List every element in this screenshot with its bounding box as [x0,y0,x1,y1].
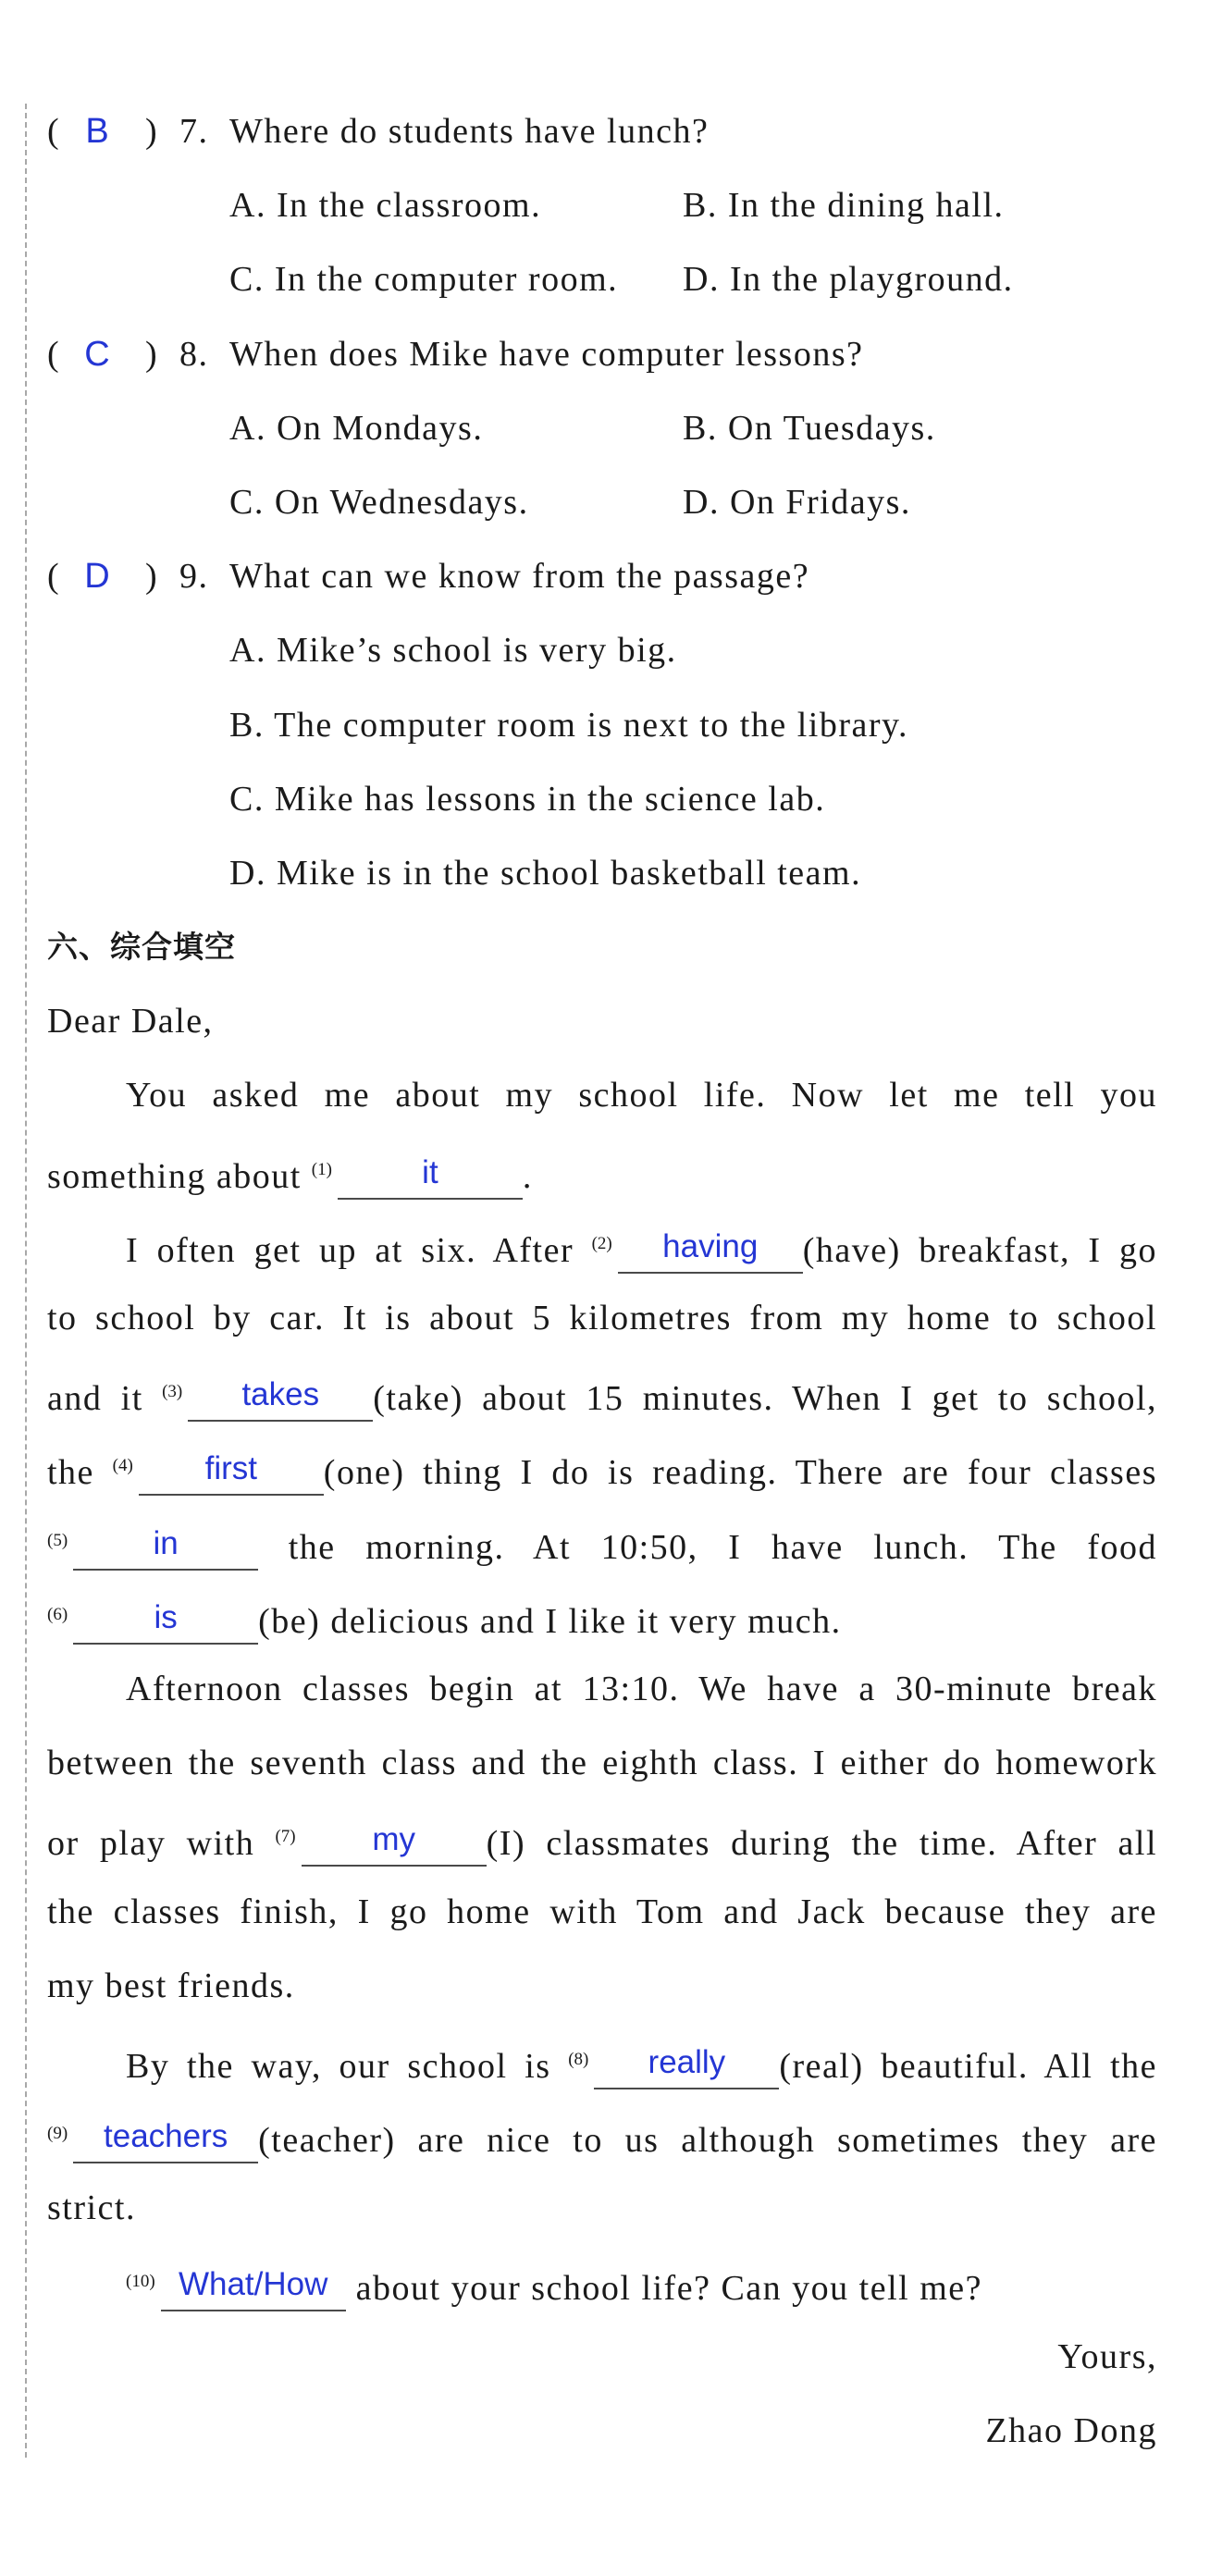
answer-blank [73,1524,258,1571]
question-number: 7. [179,112,209,151]
options-row [47,242,1157,316]
blank-number: (6) [47,1604,68,1624]
options-row [47,168,1157,242]
line-text: the [47,1453,94,1493]
question-9 [47,539,1157,613]
question-7 [47,94,1157,168]
line-text: I often get up at six. After [126,1230,574,1270]
option-c: C. Mike has lessons in the science lab. [229,779,826,819]
option-d: D. Mike is in the school basketball team. [229,853,862,893]
letter-line: my best friends. [47,1966,295,2005]
line-text: (one) thing I do is reading. There are four classes [323,1453,1157,1493]
line-text: something about [47,1156,302,1196]
line-text: and it [47,1379,143,1419]
line-text: (be) delicious and I like it very much. [258,1601,842,1641]
letter-line [47,1800,1157,1874]
answer-blank [73,2120,258,2163]
answer-bracket-open: ( [47,334,61,374]
worksheet-page [47,94,1157,2468]
option-a: A. Mike’s school is very big. [229,631,677,671]
answer-blank [618,1227,803,1274]
answer-blank [73,1598,258,1645]
letter-line: strict. [47,2188,136,2228]
blank-answer: is [154,1598,178,1635]
blank-answer: first [204,1450,257,1487]
options-row [47,762,1157,836]
blank-answer: it [422,1153,438,1190]
letter-line [47,1429,1157,1503]
option-b: B. On Tuesdays. [683,408,936,448]
option-b: B. The computer room is next to the library. [229,705,909,745]
letter-line [47,2023,1157,2097]
blank-number: (5) [47,1530,68,1550]
blank-number: (7) [275,1827,296,1847]
line-text: . [522,1156,533,1196]
letter-line [47,1504,1157,1578]
line-text: (teacher) are nice to us although sometimes they are [258,2121,1157,2161]
blank-answer: my [372,1821,415,1858]
blank-answer: teachers [104,2118,228,2155]
answer-choice: B [85,112,109,151]
letter-line [47,1207,1157,1281]
letter-line: the classes finish, I go home with Tom and Jack because they are [47,1892,1157,1931]
question-stem: When does Mike have computer lessons? [229,334,864,374]
line-text: (take) about 15 minutes. When I get to school, [373,1379,1157,1419]
line-text: (I) classmates during the time. After all [486,1824,1158,1864]
letter-line [47,2097,1157,2171]
section-title: 六、综合填空 [47,929,236,966]
option-c: C. In the computer room. [229,260,619,300]
line-text: By the way, our school is [126,2046,551,2086]
option-a: A. In the classroom. [229,186,542,226]
answer-blank [594,2043,779,2089]
letter-line: to school by car. It is about 5 kilometres from my home to school [47,1299,1157,1337]
line-text: (real) beautiful. All the [779,2046,1158,2086]
blank-number: (4) [112,1456,133,1476]
letter-line: between the seventh class and the eighth class. I either do homework [47,1744,1157,1783]
blank-answer: in [153,1524,179,1561]
option-d: D. On Fridays. [683,482,911,522]
letter-line: You asked me about my school life. Now let me tell you [126,1076,1157,1115]
options-row [47,836,1157,910]
answer-blank [338,1153,523,1200]
blank-number: (9) [47,2124,68,2144]
question-stem: What can we know from the passage? [229,557,810,597]
letter-closing: Yours, [1057,2336,1157,2376]
answer-bracket-close: ) [145,112,159,151]
options-row [47,391,1157,465]
answer-bracket-close: ) [145,334,159,374]
blank-number: (8) [568,2049,589,2069]
question-number: 9. [179,557,209,597]
option-a: A. On Mondays. [229,408,484,448]
answer-bracket-close: ) [145,557,159,597]
line-text: (have) breakfast, I go [802,1230,1157,1270]
line-text: or play with [47,1824,255,1864]
letter-line [47,1355,1157,1429]
blank-answer: What/How [178,2266,328,2303]
letter-line [47,2245,1157,2319]
answer-blank [302,1823,487,1867]
letter-line [47,1133,1157,1207]
options-row [47,613,1157,687]
options-row [47,688,1157,762]
blank-number: (10) [126,2272,155,2292]
letter-line [47,1578,1157,1652]
answer-choice: D [84,557,110,597]
blank-answer: takes [241,1376,320,1413]
blank-answer: having [662,1227,759,1264]
blank-number: (2) [591,1233,612,1253]
option-c: C. On Wednesdays. [229,482,529,522]
letter-line: Afternoon classes begin at 13:10. We have a 30-minute break [126,1669,1157,1708]
line-text: the morning. At 10:50, I have lunch. The food [288,1527,1157,1567]
question-8 [47,317,1157,391]
letter-greeting: Dear Dale, [47,1002,214,1041]
question-stem: Where do students have lunch? [229,112,710,151]
margin-dashed-line [25,104,27,2458]
option-d: D. In the playground. [683,260,1014,300]
blank-number: (1) [311,1159,332,1179]
option-b: B. In the dining hall. [683,186,1005,226]
answer-bracket-open: ( [47,557,61,597]
answer-blank [139,1452,324,1496]
question-number: 8. [179,334,209,374]
answer-blank [188,1378,373,1422]
options-row [47,465,1157,539]
answer-bracket-open: ( [47,112,61,151]
letter-signature: Zhao Dong [985,2410,1157,2450]
answer-blank [161,2268,346,2311]
line-text: about your school life? Can you tell me? [355,2269,982,2309]
blank-answer: really [648,2043,726,2080]
blank-number: (3) [162,1382,183,1402]
answer-choice: C [84,334,110,374]
